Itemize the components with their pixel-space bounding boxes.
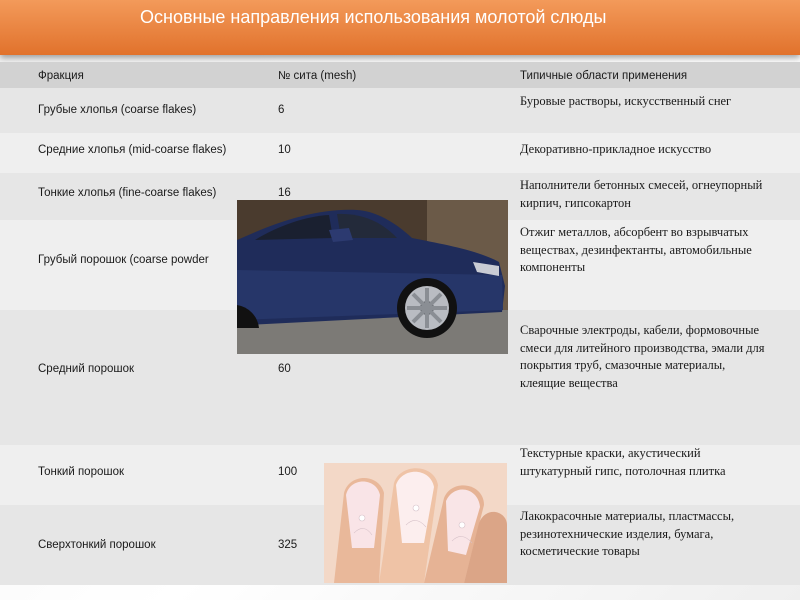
mesh-cell: 100: [278, 466, 298, 478]
slide-title: Основные направления использования молотой слюды: [140, 7, 607, 27]
mesh-cell: 6: [278, 104, 285, 116]
fraction-cell: Тонкий порошок: [38, 466, 125, 478]
header-mesh: № сита (mesh): [278, 70, 357, 82]
mesh-cell: 16: [278, 187, 291, 199]
uses-cell: Декоративно-прикладное искусство: [520, 142, 712, 156]
fraction-cell: Средний порошок: [38, 363, 135, 375]
car-photo: [237, 200, 508, 354]
table-row: [0, 133, 800, 173]
mesh-cell: 10: [278, 144, 291, 156]
table-header-row: [0, 62, 800, 88]
nails-illustration: [324, 463, 507, 583]
nails-photo: [324, 463, 507, 583]
header-fraction: Фракция: [38, 70, 84, 82]
header-uses: Типичные области применения: [520, 70, 688, 82]
fraction-cell: Сверхтонкий порошок: [38, 539, 156, 551]
uses-cell: Сварочные электроды, кабели, формовочные смеси для литейного производства, эмали для покрытия труб, смазочные материалы, клеящие вещества: [520, 323, 765, 390]
uses-cell: Лакокрасочные материалы, пластмассы, резинотехнические изделия, бумага, косметические товары: [520, 509, 735, 558]
uses-cell: Отжиг металлов, абсорбент во взрывчатых веществах, дезинфектанты, автомобильные компоненты: [520, 225, 752, 274]
fraction-cell: Грубый порошок (coarse powder: [38, 254, 209, 266]
uses-cell: Наполнители бетонных смесей, огнеупорный кирпич, гипсокартон: [520, 178, 763, 210]
uses-cell: Текстурные краски, акустический штукатурный гипс, потолочная плитка: [520, 446, 726, 478]
car-illustration: [237, 200, 508, 354]
fraction-cell: Грубые хлопья (coarse flakes): [38, 104, 197, 116]
fraction-cell: Тонкие хлопья (fine-coarse flakes): [38, 187, 217, 199]
table-row: [0, 88, 800, 133]
title-bar: [0, 0, 800, 55]
uses-cell: Буровые растворы, искусственный снег: [520, 94, 732, 108]
fraction-cell: Средние хлопья (mid-coarse flakes): [38, 144, 227, 156]
mesh-cell: 60: [278, 363, 291, 375]
mesh-cell: 325: [278, 539, 298, 551]
